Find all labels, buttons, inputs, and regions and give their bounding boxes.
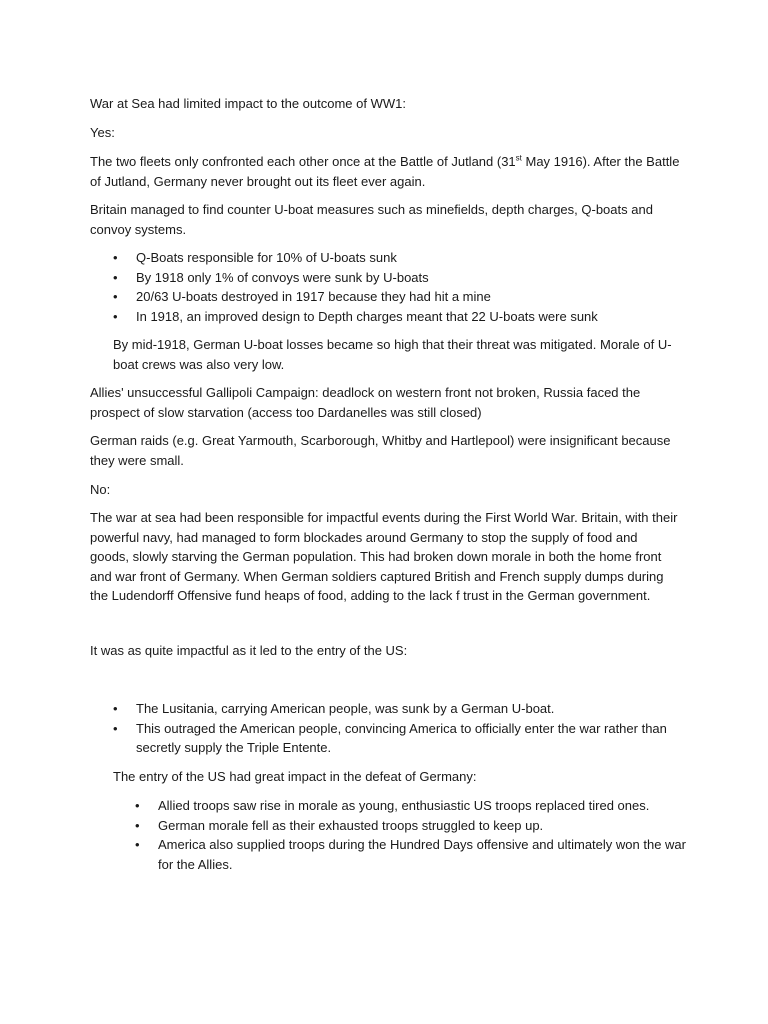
ordinal-superscript: st (515, 153, 522, 163)
yes-heading: Yes: (90, 125, 115, 140)
paragraph-gallipoli: Allies' unsuccessful Gallipoli Campaign: deadlock on western front not broken, Russia faced the prospect of slow starvation (access too Dardanelles was still closed) (90, 385, 641, 420)
paragraph-german-raids: German raids (e.g. Great Yarmouth, Scarborough, Whitby and Hartlepool) were insignificant because they were small. (90, 433, 671, 468)
no-heading: No: (90, 482, 111, 497)
bullet-list-us-impact (135, 796, 695, 874)
list-item: • The Lusitania, carrying American people, was sunk by a German U-boat. (113, 699, 673, 719)
document-title: War at Sea had limited impact to the outcome of WW1: (90, 96, 406, 111)
list-item: • Allied troops saw rise in morale as young, enthusiastic US troops replaced tired ones. (135, 796, 695, 816)
bullet-list-uboats (113, 248, 693, 326)
paragraph-us-entry-intro: It was as quite impactful as it led to the entry of the US: (90, 643, 408, 658)
list-item: • 20/63 U-boats destroyed in 1917 because they had hit a mine (113, 287, 693, 307)
list-item: • This outraged the American people, convincing America to officially enter the war rather than secretly supply the Triple Entente. (113, 719, 673, 758)
list-item: • America also supplied troops during the Hundred Days offensive and ultimately won the war for the Allies. (135, 835, 695, 874)
list-item: • In 1918, an improved design to Depth charges meant that 22 U-boats were sunk (113, 307, 693, 327)
paragraph-us-impact: The entry of the US had great impact in the defeat of Germany: (113, 769, 477, 784)
list-item: • German morale fell as their exhausted troops struggled to keep up. (135, 816, 695, 836)
paragraph-counter-measures: Britain managed to find counter U-boat measures such as minefields, depth charges, Q-boats and convoy systems. (90, 202, 653, 237)
list-item: • By 1918 only 1% of convoys were sunk by U-boats (113, 268, 693, 288)
paragraph-uboat-losses: By mid-1918, German U-boat losses became so high that their threat was mitigated. Morale of U-boat crews was also very low. (113, 337, 672, 372)
list-item: • Q-Boats responsible for 10% of U-boats sunk (113, 248, 693, 268)
paragraph-jutland: The two fleets only confronted each other once at the Battle of Jutland (31st May 1916). After the Battle of Jutland, Germany never brought out its fleet ever again. (90, 153, 680, 189)
paragraph-blockade: The war at sea had been responsible for impactful events during the First World War. Britain, with their powerful navy, had managed to form blockades around Germany to stop the supply of food and goods, slowly starving the German population. This had broken down morale in both the home front and war front of Germany. When German soldiers captured British and French supply dumps during the Ludendorff Offensive fund heaps of food, adding to the lack f trust in the German government. (90, 510, 678, 603)
bullet-list-lusitania (113, 699, 673, 758)
